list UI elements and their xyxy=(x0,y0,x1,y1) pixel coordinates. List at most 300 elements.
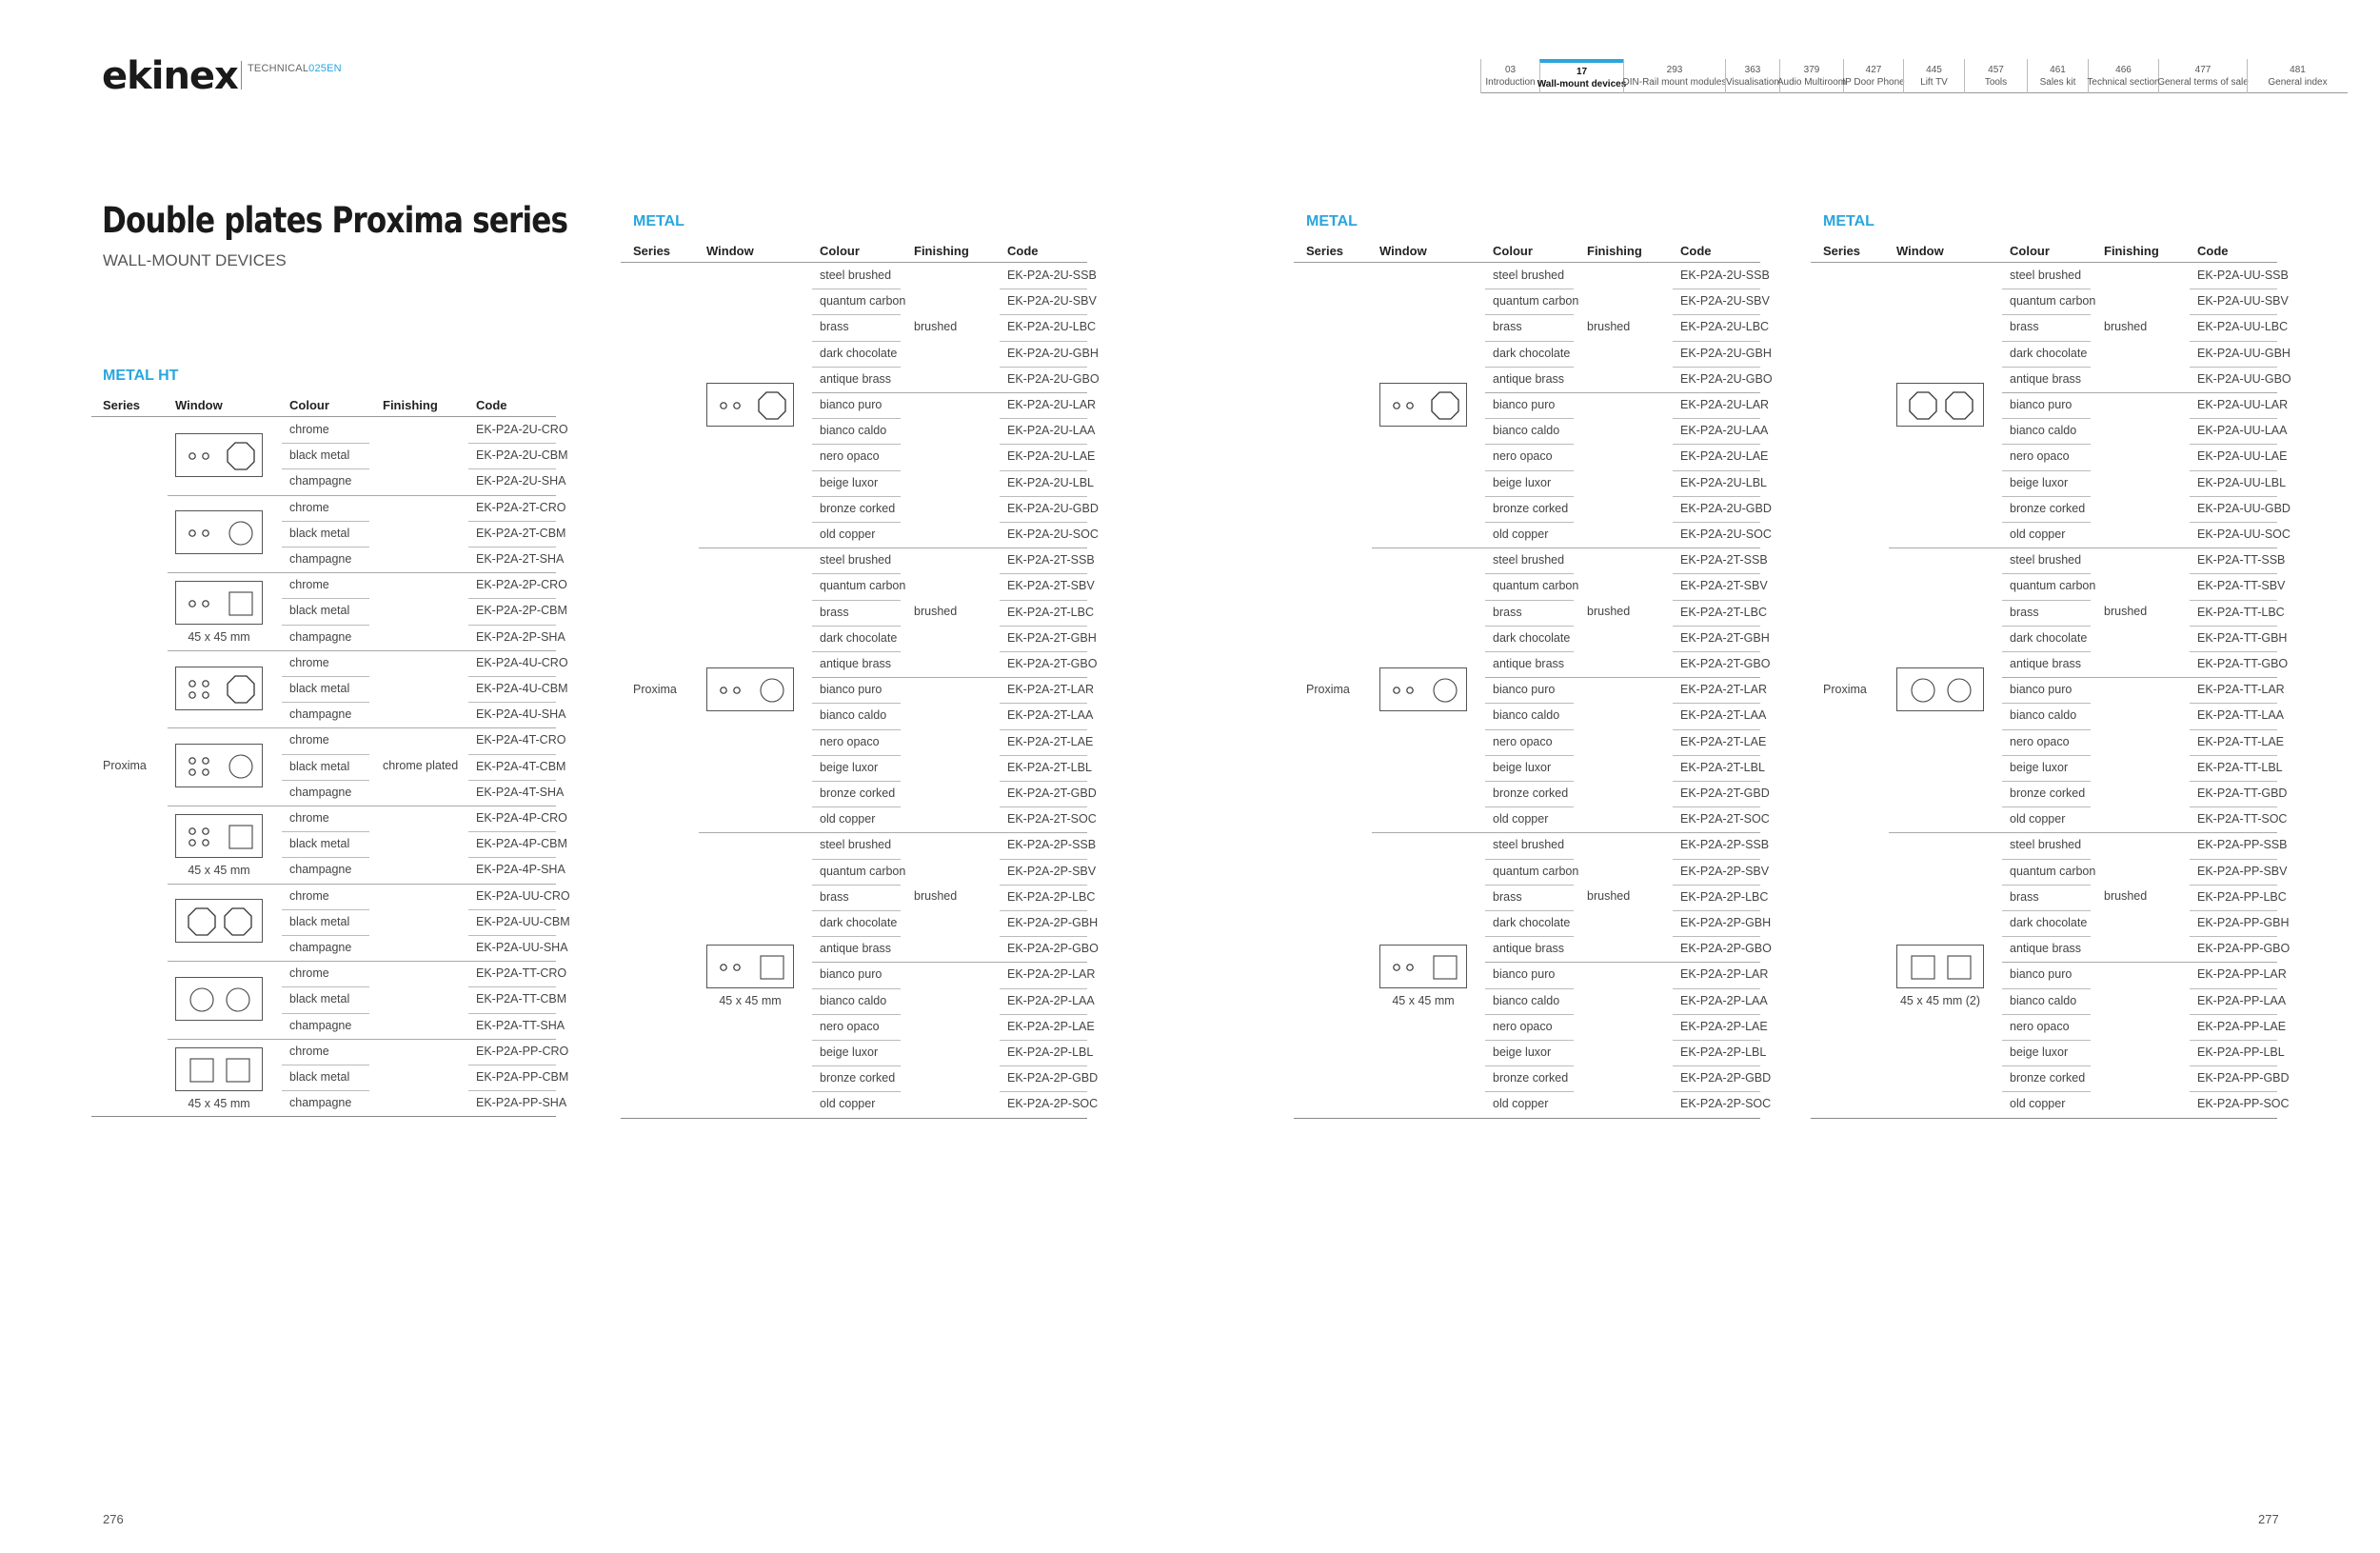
window-pp-icon xyxy=(175,1047,263,1091)
code-cell: EK-P2A-2U-GBO xyxy=(1007,371,1100,386)
column-header-window: Window xyxy=(1379,244,1427,258)
table-body xyxy=(1811,263,2291,1118)
code-cell: EK-P2A-TT-LBC xyxy=(2197,605,2285,619)
colour-cell: nero opaco xyxy=(1493,449,1553,464)
table-row xyxy=(91,417,568,443)
colour-cell: bianco caldo xyxy=(1493,993,1560,1007)
code-cell: EK-P2A-PP-LBC xyxy=(2197,889,2287,904)
colour-cell: beige luxor xyxy=(2010,475,2069,489)
colour-cell: nero opaco xyxy=(820,449,880,464)
window-2p-icon xyxy=(1379,945,1467,988)
table-row xyxy=(621,263,1097,289)
code-cell: EK-P2A-2U-CRO xyxy=(476,423,568,436)
colour-cell: brass xyxy=(2010,605,2039,619)
table-bottom-rule xyxy=(1294,1118,1760,1119)
table-row xyxy=(1294,651,1771,677)
table-row xyxy=(91,831,567,857)
table-row xyxy=(1811,314,2289,340)
column-header-window: Window xyxy=(1896,244,1944,258)
code-cell: EK-P2A-PP-SBV xyxy=(2197,864,2288,878)
code-cell: EK-P2A-PP-GBO xyxy=(2197,942,2291,956)
logo-divider xyxy=(241,61,242,90)
column-header-series: Series xyxy=(103,398,141,412)
code-cell: EK-P2A-TT-SBV xyxy=(2197,579,2286,593)
code-cell: EK-P2A-2T-GBO xyxy=(1680,657,1771,670)
code-cell: EK-P2A-2U-GBD xyxy=(1680,501,1772,515)
colour-cell: dark chocolate xyxy=(2010,630,2088,645)
colour-cell: nero opaco xyxy=(820,734,880,748)
colour-cell: beige luxor xyxy=(1493,1045,1552,1059)
ekinex-logo: ekinex xyxy=(102,54,238,98)
code-cell: EK-P2A-UU-GBD xyxy=(2197,501,2291,515)
finishing-label: brushed xyxy=(914,320,958,333)
code-cell: EK-P2A-UU-GBH xyxy=(2197,346,2291,360)
table-row xyxy=(1811,1065,2290,1091)
table-row xyxy=(1294,703,1767,728)
table-row xyxy=(1294,289,1770,314)
finishing-label: brushed xyxy=(2104,889,2148,904)
code-cell: EK-P2A-2T-CRO xyxy=(476,500,566,514)
table-row xyxy=(1294,1091,1772,1117)
code-cell: EK-P2A-4P-SHA xyxy=(476,863,565,877)
table-row xyxy=(1294,392,1770,418)
table-row xyxy=(1294,573,1768,599)
colour-cell: old copper xyxy=(2010,1097,2066,1111)
finishing-label: brushed xyxy=(1587,320,1631,333)
colour-cell: dark chocolate xyxy=(1493,630,1571,645)
window-pp-icon xyxy=(1896,945,1984,988)
colour-cell: bianco puro xyxy=(2010,967,2073,982)
table-row xyxy=(621,444,1096,469)
nav-page-number: 379 xyxy=(1803,65,1820,75)
code-cell: EK-P2A-2U-CBM xyxy=(476,448,568,463)
nav-chapter-general-index[interactable] xyxy=(2247,59,2348,93)
table-body xyxy=(91,417,570,1116)
code-cell: EK-P2A-2P-SBV xyxy=(1007,864,1097,878)
nav-label: Introduction xyxy=(1485,77,1536,88)
table-row xyxy=(621,651,1098,677)
code-cell: EK-P2A-UU-SHA xyxy=(476,941,568,954)
colour-cell: dark chocolate xyxy=(820,630,898,645)
table-row xyxy=(621,962,1096,987)
colour-cell: brass xyxy=(2010,320,2039,334)
table-row xyxy=(1811,1014,2287,1040)
nav-page-number: 03 xyxy=(1504,65,1517,75)
colour-cell: nero opaco xyxy=(2010,449,2070,464)
window-4u-icon xyxy=(175,667,263,710)
code-cell: EK-P2A-2T-LAR xyxy=(1007,683,1095,697)
colour-cell: antique brass xyxy=(1493,942,1565,956)
code-cell: EK-P2A-2P-LAR xyxy=(1007,967,1096,982)
code-cell: EK-P2A-TT-LAR xyxy=(2197,683,2285,697)
code-cell: EK-P2A-2P-GBO xyxy=(1007,942,1099,956)
code-cell: EK-P2A-TT-SOC xyxy=(2197,812,2288,826)
colour-cell: quantum carbon xyxy=(2010,864,2096,878)
colour-cell: champagne xyxy=(289,941,352,954)
table-row xyxy=(621,392,1097,418)
code-cell: EK-P2A-2T-LAE xyxy=(1007,734,1094,748)
table-row xyxy=(621,781,1097,806)
table-row xyxy=(1294,859,1770,885)
code-cell: EK-P2A-TT-GBD xyxy=(2197,786,2288,800)
table-row xyxy=(1294,677,1768,703)
colour-cell: dark chocolate xyxy=(1493,916,1571,929)
table-row xyxy=(1811,367,2291,392)
table-metal-2 xyxy=(1294,238,1773,1118)
colour-cell: bronze corked xyxy=(820,1071,896,1085)
colour-cell: chrome xyxy=(289,1044,329,1058)
code-cell: EK-P2A-2U-GBO xyxy=(1680,371,1773,386)
table-row xyxy=(91,650,568,676)
code-cell: EK-P2A-2P-CBM xyxy=(476,604,567,618)
table-header xyxy=(621,238,1087,263)
window-dimension: 45 x 45 mm xyxy=(188,630,250,644)
code-cell: EK-P2A-2P-CRO xyxy=(476,578,567,592)
colour-cell: chrome xyxy=(289,655,329,669)
nav-label: DIN-Rail mount modules xyxy=(1622,77,1727,88)
column-header-code: Code xyxy=(1007,244,1039,258)
finishing-label: brushed xyxy=(2104,320,2148,333)
window-dimension: 45 x 45 mm (2) xyxy=(1899,994,1981,1007)
table-row xyxy=(1811,522,2291,548)
window-2u-icon xyxy=(706,383,794,427)
code-cell: EK-P2A-TT-CBM xyxy=(476,992,567,1006)
table-row xyxy=(1811,1040,2285,1065)
code-cell: EK-P2A-UU-CRO xyxy=(476,888,570,903)
colour-cell: black metal xyxy=(289,837,350,851)
finishing-label: chrome plated xyxy=(383,759,459,773)
table-row xyxy=(621,496,1099,522)
colour-cell: quantum carbon xyxy=(820,294,906,309)
nav-label: General terms of sale xyxy=(2157,77,2249,88)
table-row xyxy=(91,521,566,547)
nav-label: Visualisation xyxy=(1726,77,1779,88)
table-row xyxy=(621,885,1096,910)
code-cell: EK-P2A-UU-LAR xyxy=(2197,398,2289,411)
table-row xyxy=(1811,1091,2290,1117)
table-row xyxy=(1811,936,2291,962)
colour-cell: dark chocolate xyxy=(820,346,898,360)
nav-chapter-introduction[interactable] xyxy=(1480,59,1539,93)
colour-cell: champagne xyxy=(289,707,352,722)
column-header-series: Series xyxy=(633,244,671,258)
table-row xyxy=(1294,1014,1768,1040)
table-row xyxy=(621,936,1099,962)
code-cell: EK-P2A-2U-GBH xyxy=(1007,346,1099,360)
column-header-code: Code xyxy=(2197,244,2229,258)
nav-page-number: 445 xyxy=(1926,65,1942,75)
table-row xyxy=(1811,651,2289,677)
code-cell: EK-P2A-2T-LBL xyxy=(1007,760,1092,774)
table-body xyxy=(1294,263,1773,1118)
colour-cell: champagne xyxy=(289,629,352,644)
table-row xyxy=(1811,703,2284,728)
colour-cell: antique brass xyxy=(820,657,892,670)
code-cell: EK-P2A-UU-CBM xyxy=(476,914,570,928)
code-cell: EK-P2A-2P-LAE xyxy=(1007,1019,1095,1033)
colour-cell: steel brushed xyxy=(2010,553,2082,567)
nav-chapter-lift-tv[interactable] xyxy=(1903,59,1964,93)
column-header-finishing: Finishing xyxy=(2104,244,2159,258)
colour-cell: bianco puro xyxy=(820,683,883,697)
colour-cell: nero opaco xyxy=(1493,1019,1553,1033)
code-cell: EK-P2A-2U-LAR xyxy=(1007,398,1097,411)
table-row xyxy=(1294,496,1772,522)
colour-cell: champagne xyxy=(289,552,352,566)
table-row xyxy=(621,1040,1094,1065)
table-row xyxy=(1811,859,2288,885)
colour-cell: chrome xyxy=(289,733,329,747)
colour-cell: quantum carbon xyxy=(1493,864,1579,878)
table-row xyxy=(1294,988,1768,1014)
colour-cell: steel brushed xyxy=(1493,838,1565,852)
code-cell: EK-P2A-2U-SSB xyxy=(1680,269,1770,282)
nav-chapter-technical-section[interactable] xyxy=(2088,59,2158,93)
code-cell: EK-P2A-2T-GBH xyxy=(1680,630,1770,645)
code-cell: EK-P2A-4U-CBM xyxy=(476,682,568,695)
code-cell: EK-P2A-4P-CRO xyxy=(476,811,567,825)
code-cell: EK-P2A-PP-CRO xyxy=(476,1044,569,1058)
code-cell: EK-P2A-2T-CBM xyxy=(476,526,566,540)
code-cell: EK-P2A-2P-GBD xyxy=(1007,1071,1099,1085)
code-cell: EK-P2A-2U-GBD xyxy=(1007,501,1099,515)
table-row xyxy=(1811,781,2288,806)
colour-cell: antique brass xyxy=(2010,657,2082,670)
code-cell: EK-P2A-TT-GBO xyxy=(2197,657,2289,670)
column-header-series: Series xyxy=(1823,244,1861,258)
nav-page-number: 477 xyxy=(2194,65,2211,75)
code-cell: EK-P2A-2U-LBL xyxy=(1680,475,1768,489)
nav-page-number: 293 xyxy=(1666,65,1683,75)
colour-cell: black metal xyxy=(289,682,350,695)
nav-page-number: 363 xyxy=(1744,65,1761,75)
table-row xyxy=(91,909,570,935)
nav-label: Lift TV xyxy=(1920,77,1948,88)
column-header-finishing: Finishing xyxy=(383,398,438,412)
colour-cell: bianco puro xyxy=(820,398,883,411)
colour-cell: quantum carbon xyxy=(2010,294,2096,309)
finishing-label: brushed xyxy=(914,605,958,619)
table-row xyxy=(91,547,565,572)
window-2t-icon xyxy=(1379,667,1467,711)
code-cell: EK-P2A-2T-LBL xyxy=(1680,760,1765,774)
table-row xyxy=(91,676,568,702)
column-header-series: Series xyxy=(1306,244,1344,258)
code-cell: EK-P2A-2T-LAA xyxy=(1680,708,1767,723)
table-row xyxy=(1294,729,1767,755)
colour-cell: chrome xyxy=(289,888,329,903)
window-2p-icon xyxy=(175,581,263,625)
series-label: Proxima xyxy=(633,682,677,696)
column-header-finishing: Finishing xyxy=(1587,244,1642,258)
table-header xyxy=(1294,238,1760,263)
nav-chapter-sales-kit[interactable] xyxy=(2027,59,2088,93)
code-cell: EK-P2A-2P-LBL xyxy=(1680,1045,1767,1059)
column-header-finishing: Finishing xyxy=(914,244,969,258)
colour-cell: quantum carbon xyxy=(820,864,906,878)
colour-cell: bianco puro xyxy=(2010,398,2073,411)
code-cell: EK-P2A-PP-LAE xyxy=(2197,1019,2287,1033)
series-label: Proxima xyxy=(1306,682,1350,696)
nav-chapter-audio-multiroom[interactable] xyxy=(1776,59,1847,93)
code-cell: EK-P2A-2T-SOC xyxy=(1680,812,1770,826)
colour-cell: black metal xyxy=(289,448,350,463)
code-cell: EK-P2A-2U-LAE xyxy=(1680,449,1769,464)
code-cell: EK-P2A-UU-LAE xyxy=(2197,449,2288,464)
column-header-code: Code xyxy=(1680,244,1712,258)
table-row xyxy=(1294,263,1770,289)
colour-cell: dark chocolate xyxy=(2010,346,2088,360)
code-cell: EK-P2A-TT-LAA xyxy=(2197,708,2284,723)
table-row xyxy=(621,522,1099,548)
code-cell: EK-P2A-2U-LAA xyxy=(1680,424,1769,438)
colour-cell: brass xyxy=(1493,320,1522,334)
table-bottom-rule xyxy=(91,1116,556,1117)
code-cell: EK-P2A-2U-LAA xyxy=(1007,424,1096,438)
nav-label: Wall-mount devices xyxy=(1537,79,1627,90)
colour-cell: antique brass xyxy=(1493,657,1565,670)
table-row xyxy=(621,1091,1099,1117)
code-cell: EK-P2A-4U-CRO xyxy=(476,655,568,669)
table-metal-1 xyxy=(621,238,1100,1118)
colour-cell: old copper xyxy=(820,1097,876,1111)
chapter-navigation xyxy=(1480,59,2348,93)
colour-cell: beige luxor xyxy=(2010,1045,2069,1059)
table-row xyxy=(1811,444,2288,469)
table-row xyxy=(91,1013,565,1039)
code-cell: EK-P2A-UU-SSB xyxy=(2197,269,2289,282)
code-cell: EK-P2A-2U-SOC xyxy=(1680,528,1772,541)
table-row xyxy=(91,961,567,986)
colour-cell: beige luxor xyxy=(1493,760,1552,774)
table-row xyxy=(91,495,566,521)
colour-cell: old copper xyxy=(2010,812,2066,826)
code-cell: EK-P2A-2U-SBV xyxy=(1007,294,1097,309)
table-row xyxy=(1811,910,2290,936)
table-row xyxy=(1811,548,2286,573)
table-row xyxy=(91,702,566,727)
table-row xyxy=(621,289,1097,314)
code-cell: EK-P2A-UU-LBC xyxy=(2197,320,2289,334)
code-cell: EK-P2A-4P-CBM xyxy=(476,837,567,851)
code-cell: EK-P2A-2P-GBO xyxy=(1680,942,1772,956)
table-row xyxy=(1294,444,1769,469)
nav-page-number: 481 xyxy=(2290,65,2306,75)
window-4p-icon xyxy=(175,814,263,858)
code-cell: EK-P2A-2P-GBH xyxy=(1680,916,1772,929)
finishing-label: brushed xyxy=(1587,889,1631,904)
code-cell: EK-P2A-2P-SSB xyxy=(1007,838,1097,852)
code-cell: EK-P2A-2P-LAA xyxy=(1007,993,1095,1007)
table-row xyxy=(1294,781,1770,806)
colour-cell: old copper xyxy=(1493,812,1549,826)
colour-cell: quantum carbon xyxy=(820,579,906,593)
finishing-label: brushed xyxy=(2104,605,2148,619)
nav-chapter-ip-door-phone[interactable] xyxy=(1843,59,1903,93)
code-cell: EK-P2A-2T-SSB xyxy=(1680,553,1768,567)
colour-cell: old copper xyxy=(1493,1097,1549,1111)
colour-cell: brass xyxy=(820,605,849,619)
nav-chapter-general-terms-of-sale[interactable] xyxy=(2158,59,2247,93)
colour-cell: chrome xyxy=(289,500,329,514)
table-row xyxy=(621,677,1095,703)
code-cell: EK-P2A-PP-LAA xyxy=(2197,993,2287,1007)
column-header-window: Window xyxy=(706,244,754,258)
table-row xyxy=(1294,548,1768,573)
table-row xyxy=(1294,962,1769,987)
colour-cell: quantum carbon xyxy=(1493,294,1579,309)
window-2p-icon xyxy=(706,945,794,988)
column-header-colour: Colour xyxy=(289,398,329,412)
table-row xyxy=(91,727,566,753)
page-title: Double plates Proxima series xyxy=(102,200,568,241)
colour-cell: bronze corked xyxy=(1493,1071,1569,1085)
colour-cell: black metal xyxy=(289,992,350,1006)
table-row xyxy=(621,1065,1099,1091)
page-subtitle: WALL-MOUNT DEVICES xyxy=(103,251,287,269)
colour-cell: brass xyxy=(1493,605,1522,619)
code-cell: EK-P2A-2P-LAR xyxy=(1680,967,1769,982)
colour-cell: bianco caldo xyxy=(820,424,887,438)
colour-cell: old copper xyxy=(1493,528,1549,541)
table-row xyxy=(621,548,1095,573)
code-cell: EK-P2A-TT-LAE xyxy=(2197,734,2284,748)
table-row xyxy=(91,780,565,806)
table-row xyxy=(621,703,1094,728)
catalog-tag xyxy=(248,63,342,74)
table-row xyxy=(621,600,1095,626)
window-dimension: 45 x 45 mm xyxy=(188,1096,250,1110)
colour-cell: beige luxor xyxy=(820,1045,879,1059)
table-row xyxy=(91,754,566,780)
nav-chapter-visualisation[interactable] xyxy=(1725,59,1779,93)
nav-label: Audio Multiroom xyxy=(1776,77,1847,88)
colour-cell: bronze corked xyxy=(2010,786,2086,800)
code-cell: EK-P2A-UU-LAA xyxy=(2197,424,2288,438)
table-row xyxy=(91,598,567,624)
table-row xyxy=(1294,367,1773,392)
column-header-window: Window xyxy=(175,398,223,412)
table-row xyxy=(621,806,1097,832)
colour-cell: nero opaco xyxy=(1493,734,1553,748)
section-title-metal-1: METAL xyxy=(633,213,684,229)
code-cell: EK-P2A-UU-SOC xyxy=(2197,528,2291,541)
table-row xyxy=(1811,600,2285,626)
colour-cell: bianco caldo xyxy=(820,993,887,1007)
code-cell: EK-P2A-2U-SBV xyxy=(1680,294,1770,309)
nav-chapter-din-rail-mount-modules[interactable] xyxy=(1623,59,1725,93)
colour-cell: bianco caldo xyxy=(2010,708,2077,723)
table-row xyxy=(621,314,1097,340)
colour-cell: steel brushed xyxy=(2010,838,2082,852)
nav-page-number: 17 xyxy=(1576,67,1588,77)
table-row xyxy=(1294,600,1768,626)
code-cell: EK-P2A-2U-LAE xyxy=(1007,449,1096,464)
table-row xyxy=(1811,988,2287,1014)
code-cell: EK-P2A-2T-GBH xyxy=(1007,630,1097,645)
code-cell: EK-P2A-4T-CRO xyxy=(476,733,566,747)
colour-cell: bronze corked xyxy=(2010,501,2086,515)
window-2t-icon xyxy=(175,510,263,554)
window-uu-icon xyxy=(175,899,263,943)
catalog-tag-code: 025EN xyxy=(308,63,342,74)
nav-label: General index xyxy=(2268,77,2328,88)
table-row xyxy=(1294,936,1772,962)
colour-cell: black metal xyxy=(289,1070,350,1084)
nav-chapter-tools[interactable] xyxy=(1964,59,2027,93)
column-header-colour: Colour xyxy=(820,244,860,258)
nav-chapter-wall-mount-devices[interactable] xyxy=(1537,59,1627,93)
